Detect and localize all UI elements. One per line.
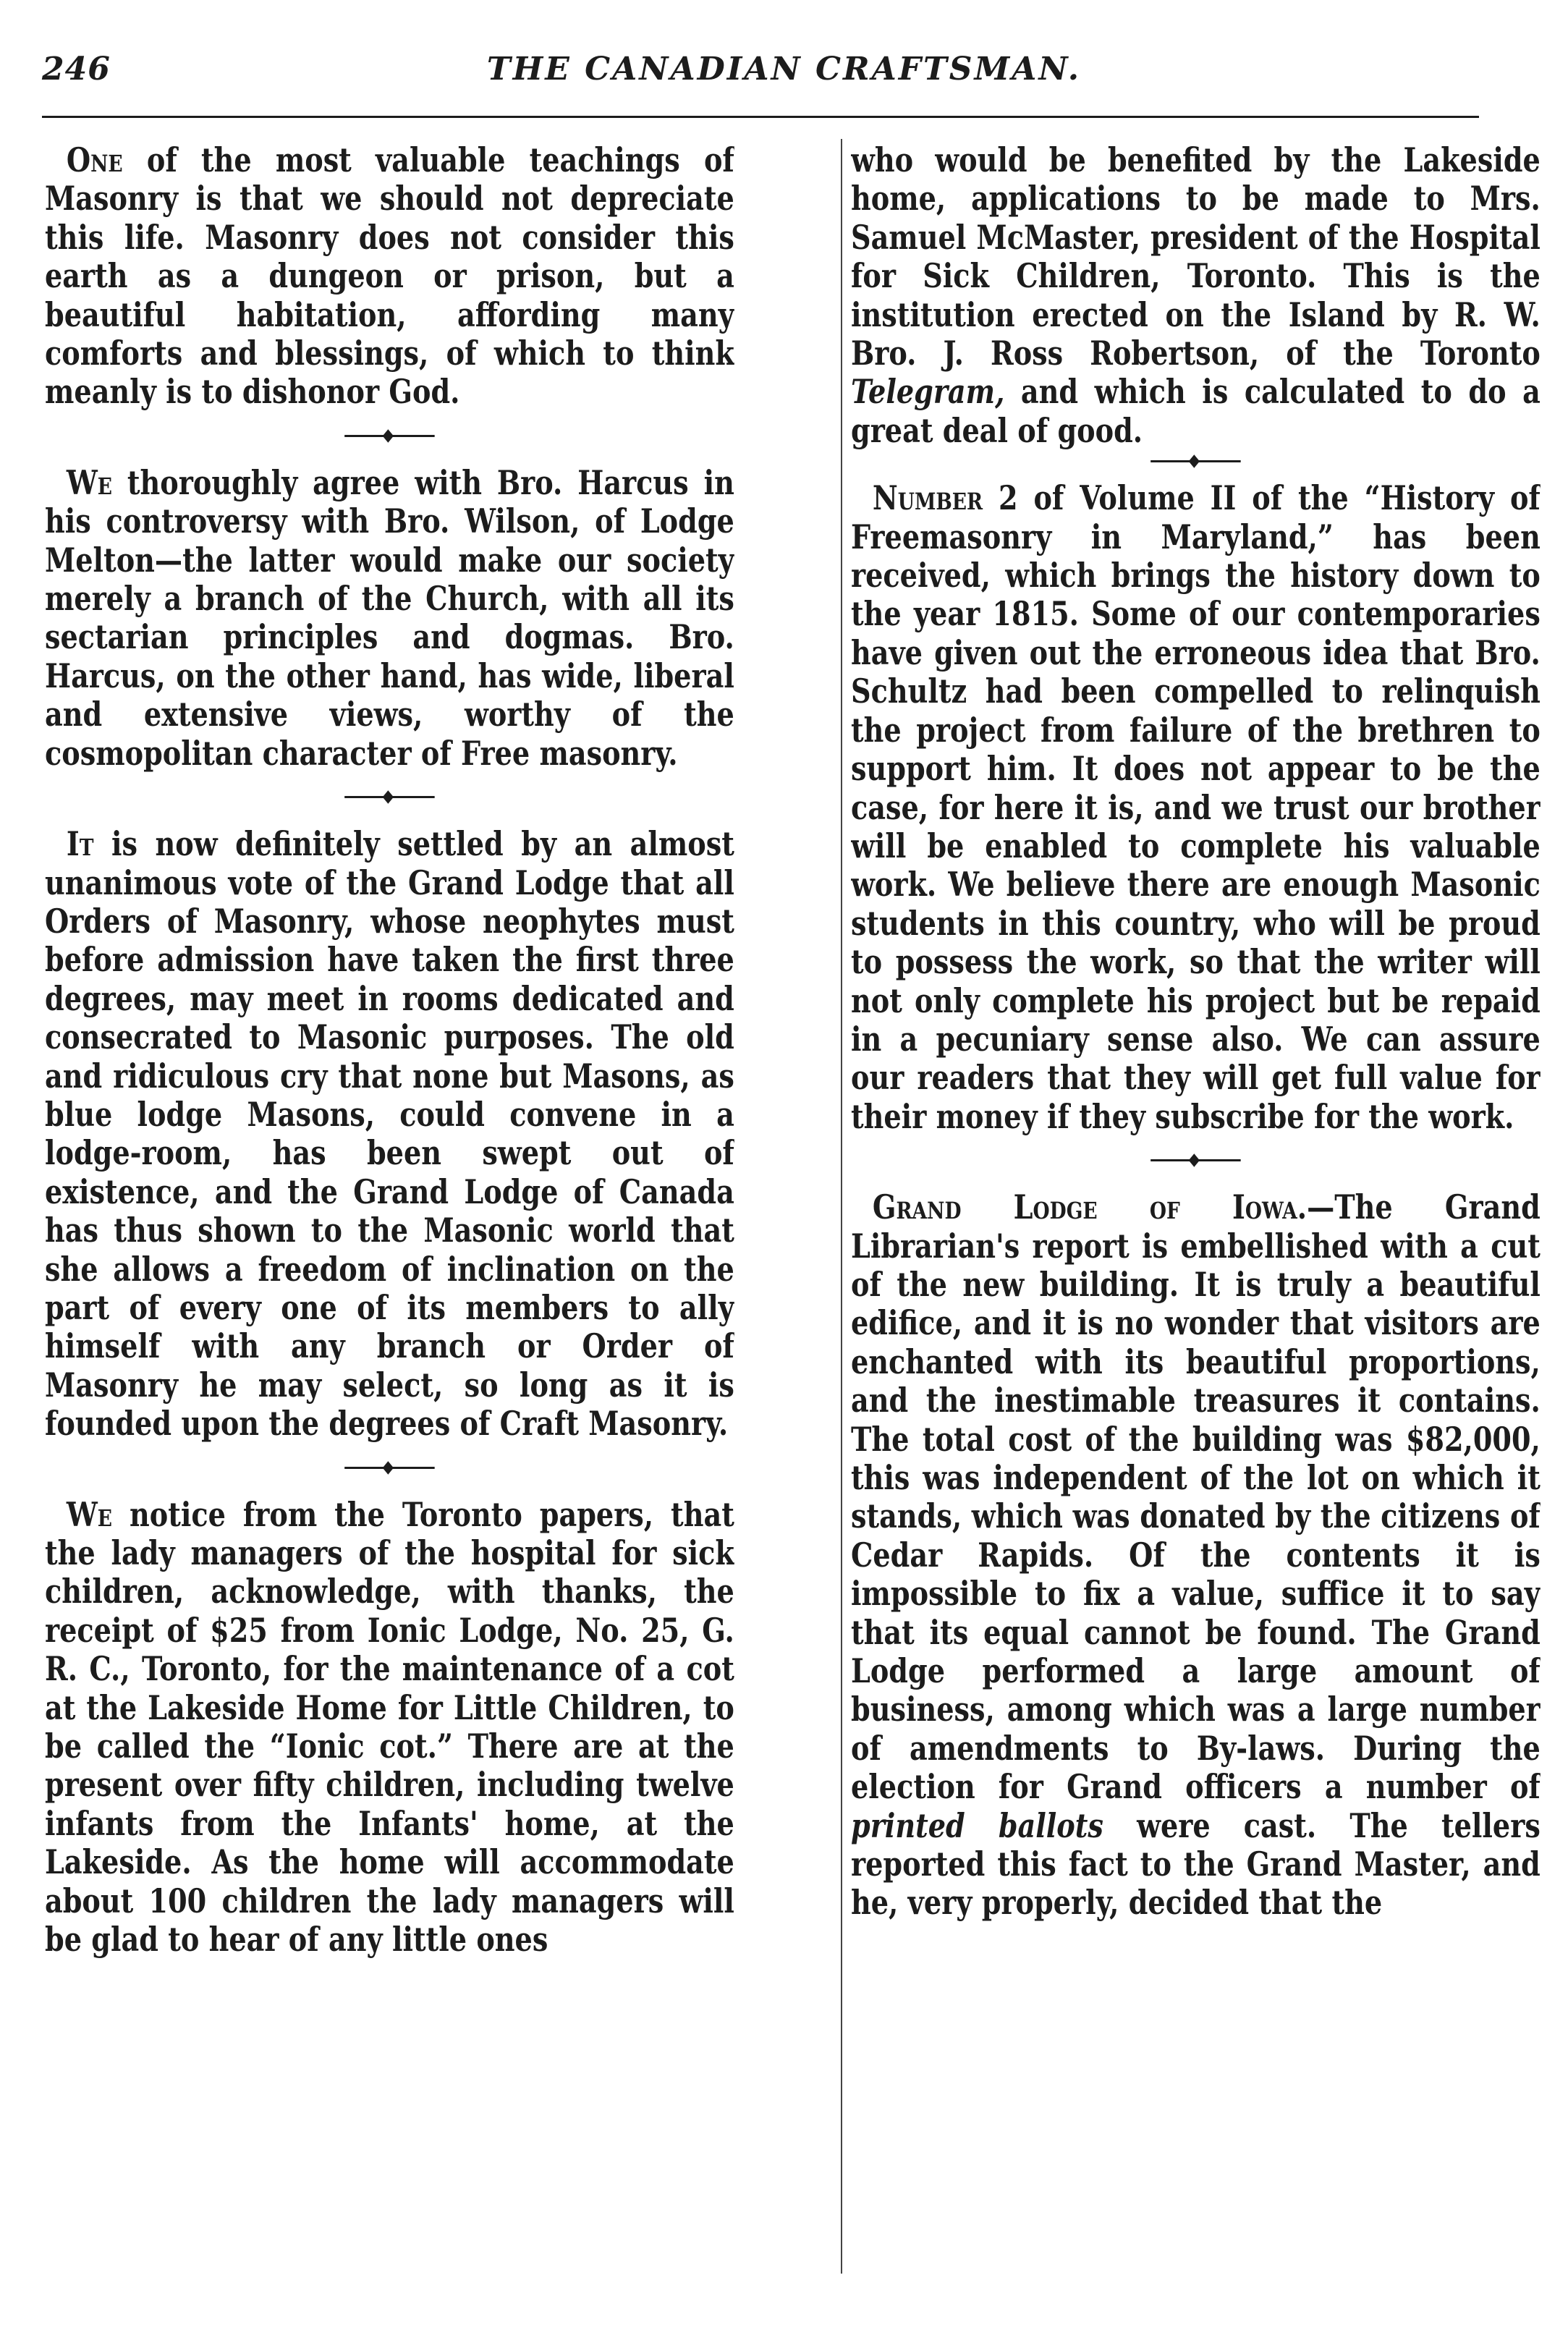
page-number: 246	[42, 51, 111, 88]
paragraph-lead: Number	[872, 478, 983, 518]
paragraph-text: notice from the Toronto papers, that the lady managers of the hospital for sick children, acknowledge, with thanks, the receipt of $25 from Ionic Lodge, No. 25, G. R. C., Toronto, for the maintenance of a cot at the Lakeside Home for Little Children, to be called the “Ionic cot.” There are at the present over fifty children, including twelve infants from the Infants' home, at the Lakeside. As the home will accommodate about 100 children the lady managers will be glad to hear of any little ones	[45, 1494, 734, 1960]
section-separator	[45, 773, 734, 825]
paragraph-maryland-history	[851, 479, 1541, 1136]
paragraph-text: who would be benefited by the Lakeside home, applications to be made to Mrs. Samuel McMaster, president of the Hospital for Sick Children, Toronto. This is the institution erected on the Island by R. W. Bro. J. Ross Robertson, of the Toronto	[851, 141, 1541, 373]
paragraph-grand-lodge-iowa	[851, 1188, 1541, 1923]
paragraph-lead: We	[66, 462, 113, 502]
right-column	[851, 141, 1541, 2276]
paragraph-lead: We	[66, 1494, 113, 1534]
paragraph-text: were cast. The tellers reported this fact to the Grand Master, and he, very properly, decided that the	[851, 1805, 1541, 1923]
left-column	[45, 141, 734, 2276]
section-separator	[45, 1444, 734, 1496]
paragraph-lakeside-continuation	[851, 141, 1541, 450]
paragraph-teachings	[45, 141, 734, 412]
paragraph-text: thoroughly agree with Bro. Harcus in his controversy with Bro. Wilson, of Lodge Melton—the latter would make our society merely a branch of the Church, with all its sectarian principles and dogmas. Bro. Harcus, on the other hand, has wide, liberal and extensive views, worthy of the cosmopolitan character of Free masonry.	[45, 462, 734, 773]
paragraph-lead: One	[66, 141, 123, 179]
section-separator	[851, 450, 1541, 479]
paragraph-text: —The Grand Librarian's report is embellished with a cut of the new building. It is truly a beautiful edifice, and it is no wonder that visitors are enchanted with its beautiful proportions, and the inestimable treasures it contains. The total cost of the building was $82,000, this was independent of the lot on which it stands, which was donated by the citizens of Cedar Rapids. Of the contents it is impossible to fix a value, suffice it to say that its equal cannot be found. The Grand Lodge performed a large amount of business, among which was a large number of amendments to By-laws. During the election for Grand officers a number of	[851, 1187, 1541, 1807]
paragraph-text: and which is calculated to do a great deal of good.	[851, 372, 1541, 450]
paragraph-harcus	[45, 464, 734, 773]
section-separator	[45, 412, 734, 464]
paragraph-toronto-papers	[45, 1496, 734, 1960]
page-header	[0, 51, 1568, 109]
paragraph-text: 2 of Volume II of the “History of Freemasonry in Maryland,” has been received, which brings the history down to the year 1815. Some of our contemporaries have given out the erroneous idea that Bro. Schultz had been compelled to relinquish the project from failure of the brethren to support him. It does not appear to be the case, for here it is, and we trust our brother will be enabled to complete his valuable work. We believe there are enough Masonic students in this country, who will be proud to possess the work, so that the writer will not only complete his project but be repaid in a pecuniary sense also. We can assure our readers that they will get full value for their money if they subscribe for the work.	[851, 478, 1541, 1136]
paragraph-lead: Grand Lodge of Iowa.	[872, 1187, 1308, 1227]
newspaper-name: Telegram,	[851, 372, 1005, 412]
section-separator	[851, 1136, 1541, 1188]
paragraph-lead: It	[66, 824, 94, 864]
paragraph-text: is now definitely settled by an almost unanimous vote of the Grand Lodge that all Orders of Masonry, whose neophytes must before admission have taken the first three degrees, may meet in rooms dedicated and consecrated to Masonic purposes. The old and ridiculous cry that none but Masons, as blue lodge Masons, could convene in a lodge-room, has been swept out of existence, and the Grand Lodge of Canada has thus shown to the Masonic world that she allows a freedom of inclination on the part of every one of its members to ally himself with any branch or Order of Masonry he may select, so long as it is founded upon the degrees of Craft Masonry.	[45, 824, 734, 1444]
paragraph-text: of the most valuable teachings of Masonry is that we should not depreciate this life. Masonry does not consider this earth as a dungeon or prison, but a beautiful habitation, affording many comforts and blessings, of which to think meanly is to dishonor God.	[45, 141, 734, 412]
italic-phrase: printed ballots	[851, 1805, 1103, 1845]
column-divider	[841, 139, 842, 2274]
paragraph-grand-lodge-vote	[45, 825, 734, 1444]
header-rule	[42, 116, 1479, 118]
page-title: THE CANADIAN CRAFTSMAN.	[486, 51, 1082, 88]
